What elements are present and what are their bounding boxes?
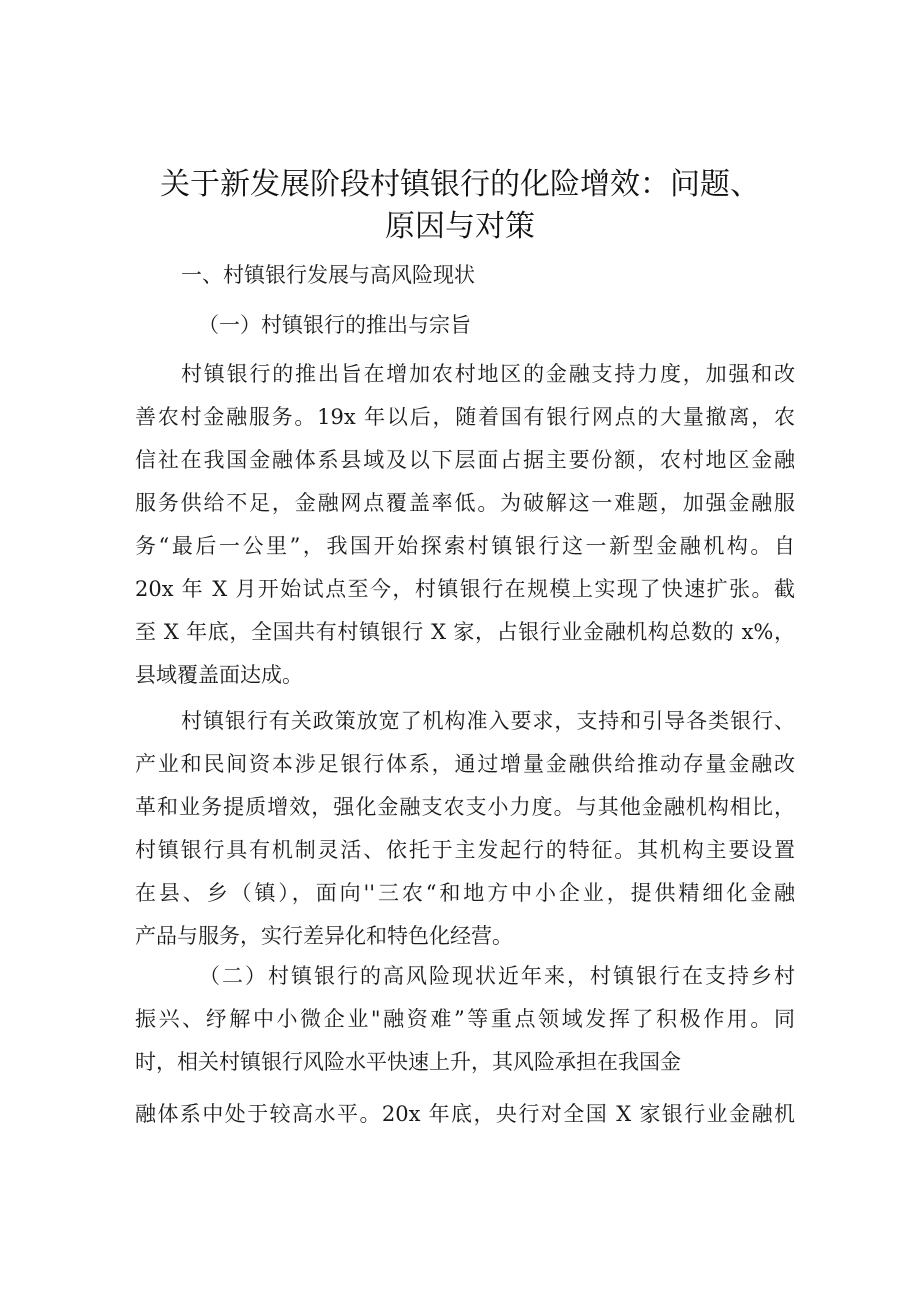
paragraph-line: 产品与服务，实行差异化和特色化经营。	[135, 924, 513, 948]
paragraph-line: （二）村镇银行的高风险现状近年来，村镇银行在支持乡村	[199, 964, 795, 988]
paragraph-3	[135, 955, 795, 1084]
paragraph-4	[135, 1093, 795, 1136]
paragraph-line: 20x 年 X 月开始试点至今，村镇银行在规模上实现了快速扩张。截	[135, 577, 795, 601]
paragraph-line: 融体系中处于较高水平。20x 年底，央行对全国 X 家银行业金融机	[135, 1102, 795, 1126]
section-heading: 一、村镇银行发展与高风险现状	[181, 263, 475, 287]
paragraph-line: 产业和民间资本涉足银行体系，通过增量金融供给推动存量金融改	[135, 752, 795, 776]
paragraph-line: 信社在我国金融体系县域及以下层面占据主要份额，农村地区金融	[135, 448, 795, 472]
paragraph-line: 县域覆盖面达成。	[135, 663, 303, 687]
subsection-heading: （一）村镇银行的推出与宗旨	[198, 313, 471, 337]
paragraph-line: 善农村金融服务。19x 年以后，随着国有银行网点的大量撤离，农	[135, 405, 795, 429]
document-title-line-2: 原因与对策	[385, 209, 535, 244]
paragraph-line: 务“最后一公里”，我国开始探索村镇银行这一新型金融机构。自	[135, 534, 795, 558]
paragraph-line: 村镇银行的推出旨在增加农村地区的金融支持力度，加强和改	[181, 362, 795, 386]
paragraph-line: 在县、乡（镇），面向''三农“和地方中小企业，提供精细化金融	[135, 881, 795, 905]
paragraph-1	[135, 353, 795, 697]
paragraph-line: 服务供给不足，金融网点覆盖率低。为破解这一难题，加强金融服	[135, 491, 795, 515]
paragraph-line: 至 X 年底，全国共有村镇银行 X 家，占银行业金融机构总数的 x%，	[135, 620, 795, 644]
paragraph-line: 革和业务提质增效，强化金融支农支小力度。与其他金融机构相比，	[135, 795, 795, 819]
paragraph-line: 村镇银行有关政策放宽了机构准入要求，支持和引导各类银行、	[181, 709, 795, 733]
document-title-line-1: 关于新发展阶段村镇银行的化险增效：问题、	[160, 167, 760, 202]
paragraph-line: 时，相关村镇银行风险水平快速上升，其风险承担在我国金	[135, 1050, 681, 1074]
paragraph-2	[135, 700, 795, 958]
paragraph-line: 振兴、纾解中小微企业"融资难”等重点领域发挥了积极作用。同	[135, 1007, 795, 1031]
paragraph-line: 村镇银行具有机制灵活、依托于主发起行的特征。其机构主要设置	[135, 838, 795, 862]
